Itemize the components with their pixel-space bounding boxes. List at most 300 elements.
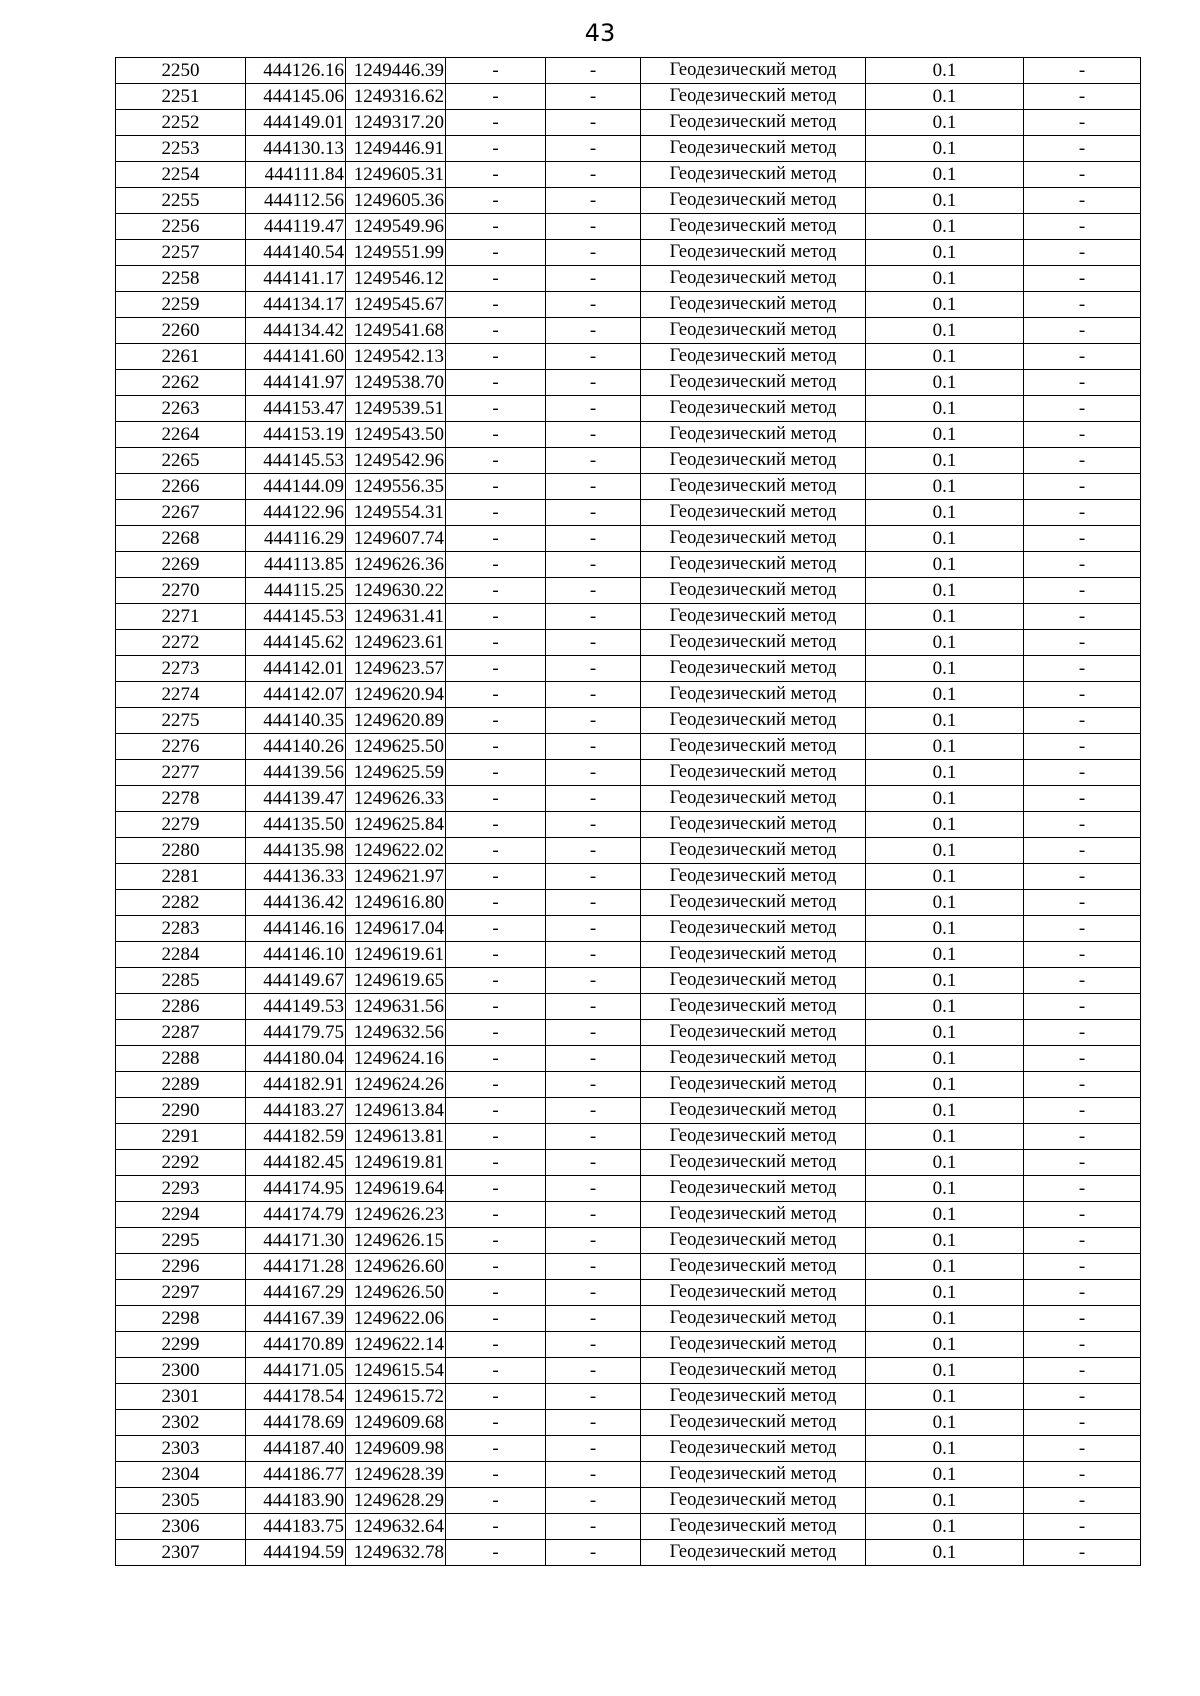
- cell-method: Геодезический метод: [641, 526, 866, 552]
- cell-col-4: -: [446, 1384, 546, 1410]
- cell-col-4: -: [446, 1488, 546, 1514]
- cell-accuracy: 0.1: [866, 1150, 1024, 1176]
- cell-method: Геодезический метод: [641, 1280, 866, 1306]
- cell-method: Геодезический метод: [641, 1358, 866, 1384]
- cell-x-coordinate: 444142.07: [246, 682, 346, 708]
- cell-point-number: 2272: [116, 630, 246, 656]
- cell-col-5: -: [546, 890, 641, 916]
- cell-y-coordinate: 1249551.99: [346, 240, 446, 266]
- cell-point-number: 2251: [116, 84, 246, 110]
- cell-col-4: -: [446, 942, 546, 968]
- cell-accuracy: 0.1: [866, 1358, 1024, 1384]
- cell-col-4: -: [446, 136, 546, 162]
- cell-x-coordinate: 444149.67: [246, 968, 346, 994]
- cell-y-coordinate: 1249623.57: [346, 656, 446, 682]
- table-row: [116, 136, 1141, 162]
- cell-accuracy: 0.1: [866, 1202, 1024, 1228]
- cell-y-coordinate: 1249626.33: [346, 786, 446, 812]
- cell-point-number: 2288: [116, 1046, 246, 1072]
- cell-y-coordinate: 1249316.62: [346, 84, 446, 110]
- cell-col-8: -: [1024, 396, 1141, 422]
- cell-y-coordinate: 1249317.20: [346, 110, 446, 136]
- cell-col-8: -: [1024, 1384, 1141, 1410]
- cell-x-coordinate: 444167.39: [246, 1306, 346, 1332]
- cell-col-4: -: [446, 344, 546, 370]
- table-row: [116, 760, 1141, 786]
- cell-point-number: 2276: [116, 734, 246, 760]
- cell-method: Геодезический метод: [641, 1254, 866, 1280]
- cell-col-5: -: [546, 1306, 641, 1332]
- cell-col-8: -: [1024, 1202, 1141, 1228]
- cell-col-8: -: [1024, 422, 1141, 448]
- table-row: [116, 1332, 1141, 1358]
- cell-x-coordinate: 444140.35: [246, 708, 346, 734]
- table-row: [116, 1228, 1141, 1254]
- table-row: [116, 1436, 1141, 1462]
- cell-x-coordinate: 444183.90: [246, 1488, 346, 1514]
- cell-col-4: -: [446, 1332, 546, 1358]
- cell-y-coordinate: 1249622.06: [346, 1306, 446, 1332]
- cell-col-4: -: [446, 526, 546, 552]
- cell-point-number: 2253: [116, 136, 246, 162]
- cell-col-8: -: [1024, 110, 1141, 136]
- cell-x-coordinate: 444139.56: [246, 760, 346, 786]
- cell-y-coordinate: 1249616.80: [346, 890, 446, 916]
- cell-point-number: 2296: [116, 1254, 246, 1280]
- cell-col-4: -: [446, 58, 546, 84]
- cell-col-5: -: [546, 84, 641, 110]
- cell-y-coordinate: 1249605.36: [346, 188, 446, 214]
- cell-col-4: -: [446, 1280, 546, 1306]
- cell-col-8: -: [1024, 864, 1141, 890]
- cell-point-number: 2252: [116, 110, 246, 136]
- cell-accuracy: 0.1: [866, 370, 1024, 396]
- cell-method: Геодезический метод: [641, 890, 866, 916]
- cell-x-coordinate: 444111.84: [246, 162, 346, 188]
- cell-col-8: -: [1024, 292, 1141, 318]
- cell-accuracy: 0.1: [866, 266, 1024, 292]
- cell-col-4: -: [446, 682, 546, 708]
- cell-col-4: -: [446, 1410, 546, 1436]
- table-row: [116, 500, 1141, 526]
- cell-y-coordinate: 1249446.39: [346, 58, 446, 84]
- cell-y-coordinate: 1249607.74: [346, 526, 446, 552]
- cell-col-8: -: [1024, 1306, 1141, 1332]
- table-row: [116, 1176, 1141, 1202]
- cell-method: Геодезический метод: [641, 552, 866, 578]
- cell-col-4: -: [446, 630, 546, 656]
- cell-x-coordinate: 444183.27: [246, 1098, 346, 1124]
- cell-accuracy: 0.1: [866, 1020, 1024, 1046]
- cell-y-coordinate: 1249632.56: [346, 1020, 446, 1046]
- cell-method: Геодезический метод: [641, 656, 866, 682]
- cell-col-5: -: [546, 1358, 641, 1384]
- table-row: [116, 84, 1141, 110]
- cell-method: Геодезический метод: [641, 760, 866, 786]
- cell-col-8: -: [1024, 552, 1141, 578]
- cell-x-coordinate: 444116.29: [246, 526, 346, 552]
- cell-x-coordinate: 444171.28: [246, 1254, 346, 1280]
- cell-x-coordinate: 444178.69: [246, 1410, 346, 1436]
- cell-accuracy: 0.1: [866, 292, 1024, 318]
- cell-x-coordinate: 444113.85: [246, 552, 346, 578]
- table-row: [116, 552, 1141, 578]
- table-row: [116, 838, 1141, 864]
- cell-y-coordinate: 1249609.98: [346, 1436, 446, 1462]
- table-row: [116, 1514, 1141, 1540]
- cell-method: Геодезический метод: [641, 968, 866, 994]
- cell-accuracy: 0.1: [866, 1384, 1024, 1410]
- cell-col-4: -: [446, 188, 546, 214]
- cell-col-5: -: [546, 136, 641, 162]
- cell-col-4: -: [446, 318, 546, 344]
- cell-y-coordinate: 1249621.97: [346, 864, 446, 890]
- cell-method: Геодезический метод: [641, 370, 866, 396]
- cell-col-8: -: [1024, 1488, 1141, 1514]
- cell-y-coordinate: 1249628.29: [346, 1488, 446, 1514]
- cell-col-8: -: [1024, 1098, 1141, 1124]
- cell-col-8: -: [1024, 162, 1141, 188]
- table-row: [116, 214, 1141, 240]
- cell-method: Геодезический метод: [641, 136, 866, 162]
- cell-method: Геодезический метод: [641, 162, 866, 188]
- cell-col-5: -: [546, 1046, 641, 1072]
- cell-method: Геодезический метод: [641, 1306, 866, 1332]
- table-row: [116, 1358, 1141, 1384]
- cell-accuracy: 0.1: [866, 474, 1024, 500]
- cell-x-coordinate: 444179.75: [246, 1020, 346, 1046]
- cell-accuracy: 0.1: [866, 1124, 1024, 1150]
- cell-accuracy: 0.1: [866, 734, 1024, 760]
- cell-col-8: -: [1024, 1020, 1141, 1046]
- cell-x-coordinate: 444141.97: [246, 370, 346, 396]
- table-row: [116, 1150, 1141, 1176]
- cell-col-5: -: [546, 162, 641, 188]
- cell-col-4: -: [446, 396, 546, 422]
- cell-method: Геодезический метод: [641, 682, 866, 708]
- cell-col-8: -: [1024, 1332, 1141, 1358]
- cell-x-coordinate: 444145.53: [246, 604, 346, 630]
- cell-x-coordinate: 444145.62: [246, 630, 346, 656]
- cell-method: Геодезический метод: [641, 578, 866, 604]
- cell-col-4: -: [446, 994, 546, 1020]
- cell-point-number: 2306: [116, 1514, 246, 1540]
- cell-method: Геодезический метод: [641, 864, 866, 890]
- cell-col-4: -: [446, 604, 546, 630]
- cell-col-8: -: [1024, 240, 1141, 266]
- cell-y-coordinate: 1249543.50: [346, 422, 446, 448]
- cell-point-number: 2285: [116, 968, 246, 994]
- cell-x-coordinate: 444136.33: [246, 864, 346, 890]
- cell-x-coordinate: 444115.25: [246, 578, 346, 604]
- cell-col-5: -: [546, 110, 641, 136]
- cell-col-4: -: [446, 422, 546, 448]
- cell-col-4: -: [446, 1540, 546, 1566]
- cell-x-coordinate: 444167.29: [246, 1280, 346, 1306]
- cell-col-8: -: [1024, 1124, 1141, 1150]
- cell-y-coordinate: 1249620.89: [346, 708, 446, 734]
- cell-point-number: 2286: [116, 994, 246, 1020]
- cell-point-number: 2261: [116, 344, 246, 370]
- cell-x-coordinate: 444182.59: [246, 1124, 346, 1150]
- cell-accuracy: 0.1: [866, 162, 1024, 188]
- cell-x-coordinate: 444182.91: [246, 1072, 346, 1098]
- cell-accuracy: 0.1: [866, 552, 1024, 578]
- cell-col-5: -: [546, 1228, 641, 1254]
- cell-col-5: -: [546, 1540, 641, 1566]
- cell-col-4: -: [446, 1098, 546, 1124]
- cell-y-coordinate: 1249615.54: [346, 1358, 446, 1384]
- cell-col-5: -: [546, 214, 641, 240]
- cell-col-5: -: [546, 916, 641, 942]
- cell-method: Геодезический метод: [641, 1332, 866, 1358]
- cell-col-4: -: [446, 838, 546, 864]
- cell-x-coordinate: 444149.01: [246, 110, 346, 136]
- cell-col-4: -: [446, 266, 546, 292]
- table-row: [116, 1098, 1141, 1124]
- cell-col-4: -: [446, 474, 546, 500]
- cell-point-number: 2297: [116, 1280, 246, 1306]
- cell-accuracy: 0.1: [866, 1462, 1024, 1488]
- cell-col-4: -: [446, 500, 546, 526]
- cell-col-8: -: [1024, 266, 1141, 292]
- cell-col-4: -: [446, 84, 546, 110]
- cell-col-8: -: [1024, 1046, 1141, 1072]
- cell-col-5: -: [546, 188, 641, 214]
- cell-method: Геодезический метод: [641, 110, 866, 136]
- cell-x-coordinate: 444134.42: [246, 318, 346, 344]
- cell-col-8: -: [1024, 344, 1141, 370]
- cell-col-5: -: [546, 292, 641, 318]
- cell-col-8: -: [1024, 916, 1141, 942]
- cell-accuracy: 0.1: [866, 214, 1024, 240]
- cell-col-5: -: [546, 344, 641, 370]
- cell-col-4: -: [446, 890, 546, 916]
- cell-point-number: 2293: [116, 1176, 246, 1202]
- cell-method: Геодезический метод: [641, 344, 866, 370]
- cell-y-coordinate: 1249539.51: [346, 396, 446, 422]
- cell-accuracy: 0.1: [866, 188, 1024, 214]
- cell-accuracy: 0.1: [866, 864, 1024, 890]
- cell-col-5: -: [546, 370, 641, 396]
- table-row: [116, 1280, 1141, 1306]
- cell-col-5: -: [546, 422, 641, 448]
- cell-col-5: -: [546, 656, 641, 682]
- cell-x-coordinate: 444182.45: [246, 1150, 346, 1176]
- cell-col-5: -: [546, 578, 641, 604]
- cell-point-number: 2305: [116, 1488, 246, 1514]
- cell-col-5: -: [546, 760, 641, 786]
- cell-accuracy: 0.1: [866, 656, 1024, 682]
- cell-col-8: -: [1024, 58, 1141, 84]
- cell-y-coordinate: 1249626.15: [346, 1228, 446, 1254]
- cell-y-coordinate: 1249623.61: [346, 630, 446, 656]
- cell-col-4: -: [446, 292, 546, 318]
- cell-col-5: -: [546, 1462, 641, 1488]
- cell-x-coordinate: 444146.10: [246, 942, 346, 968]
- cell-col-5: -: [546, 552, 641, 578]
- cell-method: Геодезический метод: [641, 1436, 866, 1462]
- cell-method: Геодезический метод: [641, 292, 866, 318]
- cell-point-number: 2260: [116, 318, 246, 344]
- cell-y-coordinate: 1249620.94: [346, 682, 446, 708]
- cell-y-coordinate: 1249625.50: [346, 734, 446, 760]
- cell-y-coordinate: 1249619.81: [346, 1150, 446, 1176]
- cell-col-5: -: [546, 1254, 641, 1280]
- cell-col-8: -: [1024, 1410, 1141, 1436]
- cell-point-number: 2303: [116, 1436, 246, 1462]
- cell-col-4: -: [446, 578, 546, 604]
- cell-col-4: -: [446, 1514, 546, 1540]
- cell-col-8: -: [1024, 1358, 1141, 1384]
- cell-point-number: 2304: [116, 1462, 246, 1488]
- cell-y-coordinate: 1249546.12: [346, 266, 446, 292]
- cell-method: Геодезический метод: [641, 58, 866, 84]
- cell-col-4: -: [446, 968, 546, 994]
- cell-col-4: -: [446, 1436, 546, 1462]
- cell-point-number: 2274: [116, 682, 246, 708]
- cell-point-number: 2302: [116, 1410, 246, 1436]
- cell-col-5: -: [546, 630, 641, 656]
- table-row: [116, 864, 1141, 890]
- cell-col-5: -: [546, 1124, 641, 1150]
- cell-x-coordinate: 444136.42: [246, 890, 346, 916]
- table-row: [116, 1410, 1141, 1436]
- cell-col-5: -: [546, 1384, 641, 1410]
- cell-col-5: -: [546, 1514, 641, 1540]
- table-row: [116, 422, 1141, 448]
- cell-point-number: 2255: [116, 188, 246, 214]
- cell-y-coordinate: 1249613.81: [346, 1124, 446, 1150]
- cell-accuracy: 0.1: [866, 1306, 1024, 1332]
- table-row: [116, 656, 1141, 682]
- cell-col-4: -: [446, 760, 546, 786]
- cell-accuracy: 0.1: [866, 318, 1024, 344]
- cell-y-coordinate: 1249619.65: [346, 968, 446, 994]
- cell-point-number: 2271: [116, 604, 246, 630]
- cell-method: Геодезический метод: [641, 1540, 866, 1566]
- cell-col-4: -: [446, 1306, 546, 1332]
- cell-y-coordinate: 1249609.68: [346, 1410, 446, 1436]
- cell-col-8: -: [1024, 1462, 1141, 1488]
- cell-col-8: -: [1024, 968, 1141, 994]
- cell-point-number: 2257: [116, 240, 246, 266]
- cell-col-5: -: [546, 1098, 641, 1124]
- cell-x-coordinate: 444135.98: [246, 838, 346, 864]
- cell-col-8: -: [1024, 500, 1141, 526]
- cell-method: Геодезический метод: [641, 942, 866, 968]
- cell-x-coordinate: 444141.60: [246, 344, 346, 370]
- cell-col-8: -: [1024, 474, 1141, 500]
- cell-col-4: -: [446, 656, 546, 682]
- cell-col-4: -: [446, 786, 546, 812]
- cell-point-number: 2275: [116, 708, 246, 734]
- cell-y-coordinate: 1249630.22: [346, 578, 446, 604]
- cell-y-coordinate: 1249625.84: [346, 812, 446, 838]
- cell-y-coordinate: 1249446.91: [346, 136, 446, 162]
- cell-accuracy: 0.1: [866, 682, 1024, 708]
- cell-y-coordinate: 1249626.23: [346, 1202, 446, 1228]
- table-row: [116, 942, 1141, 968]
- cell-col-4: -: [446, 1358, 546, 1384]
- cell-point-number: 2254: [116, 162, 246, 188]
- cell-x-coordinate: 444141.17: [246, 266, 346, 292]
- cell-x-coordinate: 444134.17: [246, 292, 346, 318]
- table-row: [116, 1072, 1141, 1098]
- cell-col-4: -: [446, 162, 546, 188]
- cell-method: Геодезический метод: [641, 1514, 866, 1540]
- cell-x-coordinate: 444170.89: [246, 1332, 346, 1358]
- cell-point-number: 2278: [116, 786, 246, 812]
- cell-point-number: 2265: [116, 448, 246, 474]
- cell-y-coordinate: 1249619.64: [346, 1176, 446, 1202]
- cell-point-number: 2292: [116, 1150, 246, 1176]
- cell-point-number: 2258: [116, 266, 246, 292]
- cell-col-5: -: [546, 1332, 641, 1358]
- cell-point-number: 2284: [116, 942, 246, 968]
- cell-col-8: -: [1024, 1228, 1141, 1254]
- cell-accuracy: 0.1: [866, 760, 1024, 786]
- cell-point-number: 2270: [116, 578, 246, 604]
- cell-col-5: -: [546, 1202, 641, 1228]
- cell-col-4: -: [446, 1254, 546, 1280]
- cell-accuracy: 0.1: [866, 1514, 1024, 1540]
- cell-x-coordinate: 444142.01: [246, 656, 346, 682]
- cell-method: Геодезический метод: [641, 474, 866, 500]
- cell-point-number: 2259: [116, 292, 246, 318]
- cell-x-coordinate: 444139.47: [246, 786, 346, 812]
- table-row: [116, 1384, 1141, 1410]
- cell-x-coordinate: 444140.54: [246, 240, 346, 266]
- cell-method: Геодезический метод: [641, 708, 866, 734]
- cell-method: Геодезический метод: [641, 630, 866, 656]
- cell-accuracy: 0.1: [866, 1410, 1024, 1436]
- cell-method: Геодезический метод: [641, 240, 866, 266]
- cell-x-coordinate: 444112.56: [246, 188, 346, 214]
- cell-accuracy: 0.1: [866, 1098, 1024, 1124]
- cell-col-5: -: [546, 396, 641, 422]
- cell-col-4: -: [446, 1462, 546, 1488]
- cell-accuracy: 0.1: [866, 58, 1024, 84]
- cell-col-8: -: [1024, 526, 1141, 552]
- table-row: [116, 734, 1141, 760]
- cell-method: Геодезический метод: [641, 1098, 866, 1124]
- table-row: [116, 188, 1141, 214]
- cell-col-8: -: [1024, 136, 1141, 162]
- cell-method: Геодезический метод: [641, 734, 866, 760]
- cell-col-8: -: [1024, 370, 1141, 396]
- cell-point-number: 2287: [116, 1020, 246, 1046]
- cell-col-8: -: [1024, 1254, 1141, 1280]
- cell-point-number: 2281: [116, 864, 246, 890]
- cell-y-coordinate: 1249613.84: [346, 1098, 446, 1124]
- cell-x-coordinate: 444122.96: [246, 500, 346, 526]
- cell-accuracy: 0.1: [866, 994, 1024, 1020]
- cell-point-number: 2268: [116, 526, 246, 552]
- cell-x-coordinate: 444178.54: [246, 1384, 346, 1410]
- cell-col-8: -: [1024, 994, 1141, 1020]
- cell-y-coordinate: 1249631.56: [346, 994, 446, 1020]
- cell-x-coordinate: 444171.30: [246, 1228, 346, 1254]
- cell-point-number: 2250: [116, 58, 246, 84]
- cell-method: Геодезический метод: [641, 916, 866, 942]
- cell-x-coordinate: 444187.40: [246, 1436, 346, 1462]
- cell-col-4: -: [446, 214, 546, 240]
- cell-method: Геодезический метод: [641, 1020, 866, 1046]
- cell-point-number: 2279: [116, 812, 246, 838]
- cell-method: Геодезический метод: [641, 1462, 866, 1488]
- cell-y-coordinate: 1249617.04: [346, 916, 446, 942]
